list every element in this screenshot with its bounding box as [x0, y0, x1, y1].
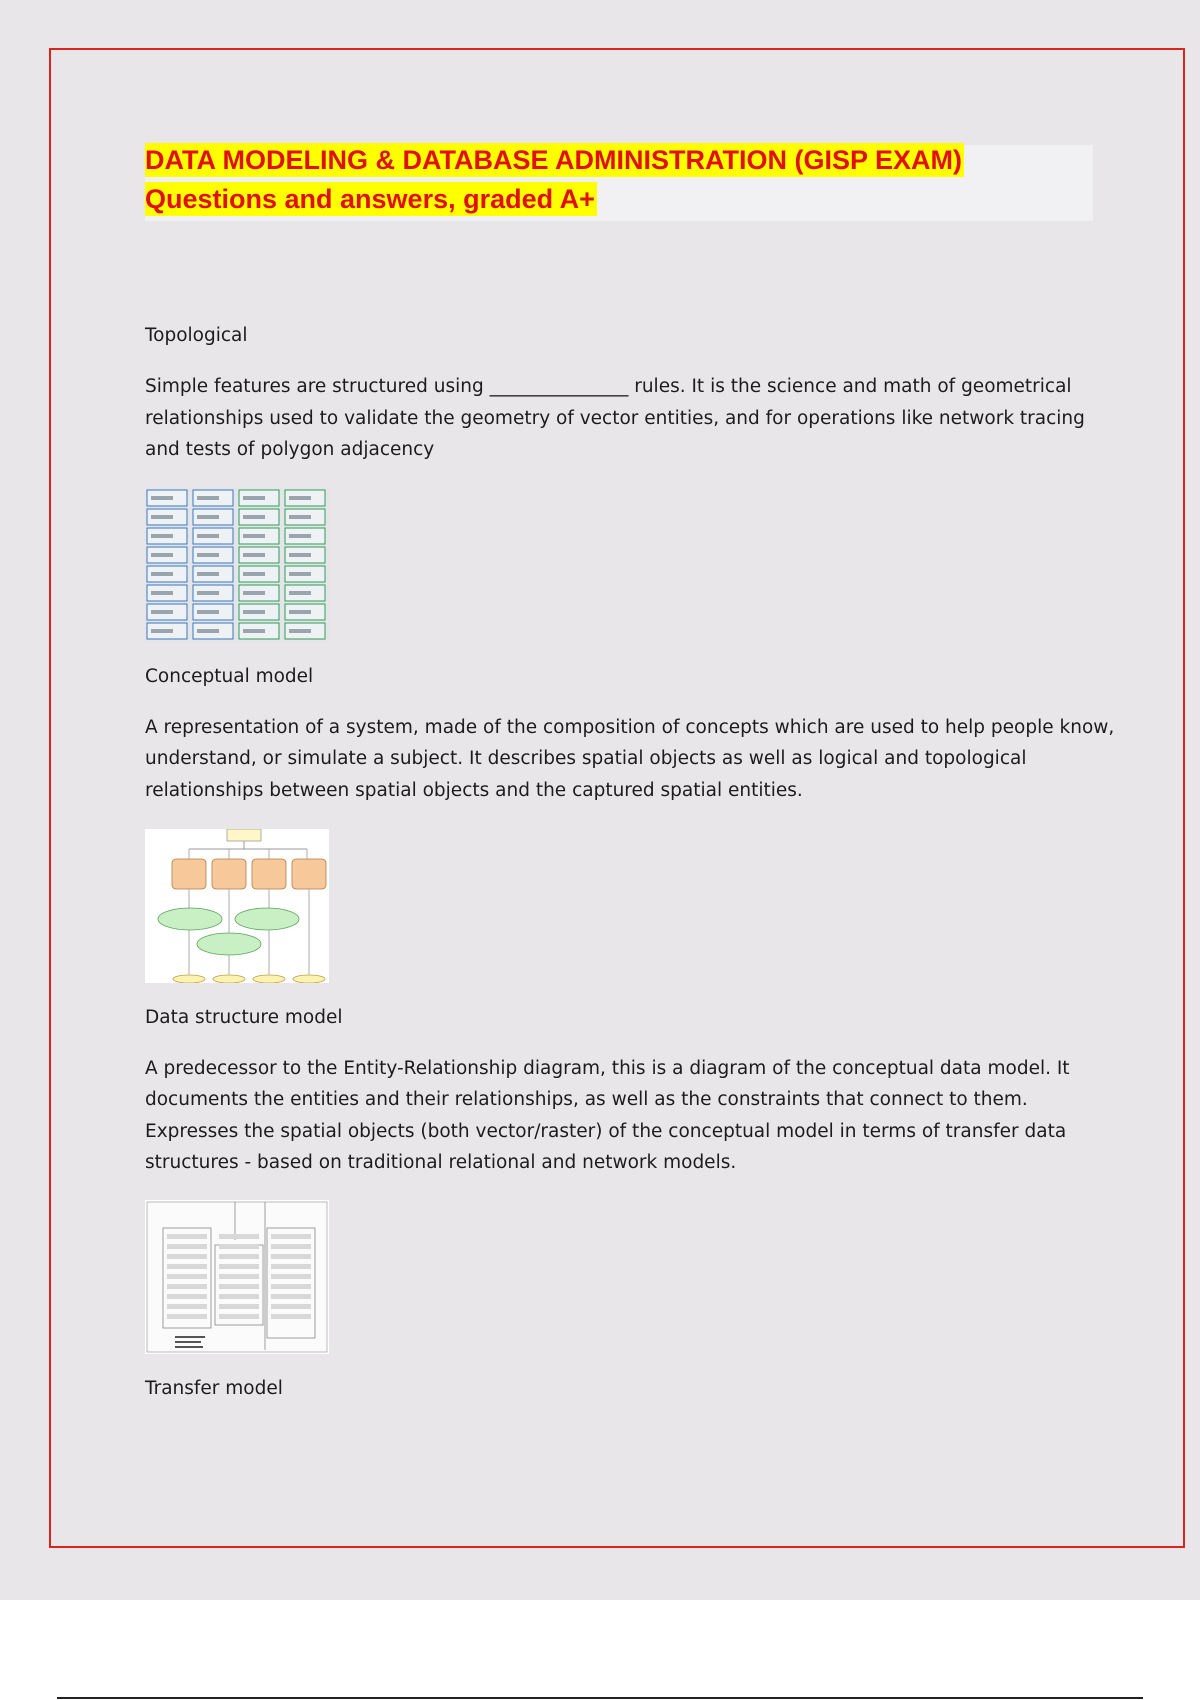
term-heading: Conceptual model: [145, 666, 314, 687]
definition-line: documents the entities and their relationships, as well as the constraints that connect to them.: [145, 1089, 1028, 1110]
conceptual-model-diagram: [145, 829, 329, 983]
definition-line: relationships between spatial objects and the captured spatial entities.: [145, 780, 803, 801]
definition-line: structures - based on traditional relational and network models.: [145, 1152, 737, 1173]
data-structure-diagram: [145, 1200, 329, 1354]
definition-line: relationships used to validate the geometry of vector entities, and for operations like network tracing: [145, 408, 1085, 429]
definition-line: A predecessor to the Entity-Relationship diagram, this is a diagram of the conceptual data model. It: [145, 1058, 1070, 1079]
term-heading: Data structure model: [145, 1007, 343, 1028]
footer-rule: [57, 1697, 1143, 1699]
term-heading: Transfer model: [145, 1378, 283, 1399]
definition-line: A representation of a system, made of the composition of concepts which are used to help people know,: [145, 717, 1115, 738]
topology-rules-grid: [145, 488, 329, 642]
topology-rules-thumbnail: [145, 488, 329, 642]
definition-line: understand, or simulate a subject. It describes spatial objects as well as logical and topological: [145, 748, 1027, 769]
term-heading: Topological: [145, 325, 248, 346]
definition-line: and tests of polygon adjacency: [145, 439, 435, 460]
document-title-line-2: Questions and answers, graded A+: [145, 184, 595, 214]
document-title-line-1: DATA MODELING & DATABASE ADMINISTRATION (GISP EXAM): [145, 145, 962, 175]
definition-line: Simple features are structured using _______________ rules. It is the science and math of geometrical: [145, 376, 1072, 397]
definition-line: Expresses the spatial objects (both vector/raster) of the conceptual model in terms of transfer data: [145, 1121, 1067, 1142]
